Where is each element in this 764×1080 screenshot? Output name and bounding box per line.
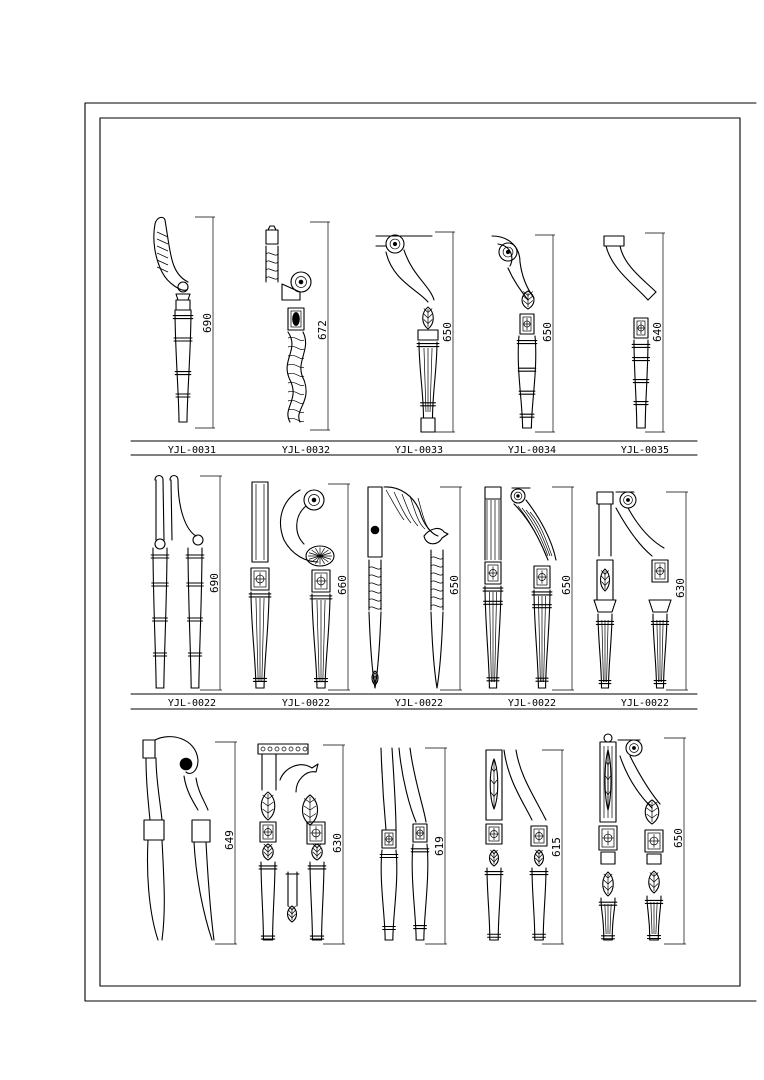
dim-value-r3-0: 649 xyxy=(223,830,236,850)
leg-drawing-r1-1 xyxy=(266,226,311,422)
leg-drawing-r2-2 xyxy=(368,487,448,688)
model-label-r1-3: YJL-0034 xyxy=(507,445,557,456)
leg-drawing-r2-3 xyxy=(483,487,556,688)
dim-value-r3-4: 650 xyxy=(672,828,685,848)
dim-value-r1-3: 650 xyxy=(541,322,554,342)
dim-value-r1-1: 672 xyxy=(316,320,329,340)
dim-value-r1-2: 650 xyxy=(441,322,454,342)
dimension-values xyxy=(201,313,687,857)
dim-value-r3-3: 615 xyxy=(550,837,563,857)
leg-drawing-r3-0 xyxy=(143,737,214,940)
dim-value-r2-2: 650 xyxy=(448,575,461,595)
model-label-r2-4: YJL-0022 xyxy=(620,698,670,709)
dim-value-r1-4: 640 xyxy=(651,322,664,342)
leg-drawing-r3-4 xyxy=(599,734,663,940)
model-label-r1-2: YJL-0033 xyxy=(394,445,444,456)
sheet-frame xyxy=(85,103,756,1001)
model-label-r2-2: YJL-0022 xyxy=(394,698,444,709)
dim-value-r3-1: 630 xyxy=(331,833,344,853)
dim-value-r3-2: 619 xyxy=(433,836,446,856)
leg-drawing-r1-3 xyxy=(492,236,537,428)
model-labels xyxy=(168,445,669,709)
model-label-r1-0: YJL-0031 xyxy=(167,445,217,456)
model-label-r1-1: YJL-0032 xyxy=(281,445,331,456)
dim-value-r2-1: 660 xyxy=(336,575,349,595)
model-label-r2-3: YJL-0022 xyxy=(507,698,557,709)
leg-drawing-r3-1 xyxy=(258,744,326,940)
leg-drawing-r1-2 xyxy=(376,235,439,432)
dim-value-r2-0: 690 xyxy=(208,573,221,593)
dim-value-r1-0: 690 xyxy=(201,313,214,333)
model-label-r1-4: YJL-0035 xyxy=(620,445,670,456)
model-label-r2-0: YJL-0022 xyxy=(167,698,217,709)
leg-drawing-r3-3 xyxy=(485,750,548,940)
leg-drawing-r2-1 xyxy=(249,482,334,688)
leg-drawing-r2-4 xyxy=(594,492,671,688)
leg-drawing-r3-2 xyxy=(380,748,429,940)
model-label-r2-1: YJL-0022 xyxy=(281,698,331,709)
leg-drawing-r1-0 xyxy=(154,217,193,422)
leg-drawing-r2-0 xyxy=(151,476,204,689)
leg-drawing-r1-4 xyxy=(604,236,656,428)
dim-value-r2-4: 630 xyxy=(674,578,687,598)
dim-value-r2-3: 650 xyxy=(560,575,573,595)
